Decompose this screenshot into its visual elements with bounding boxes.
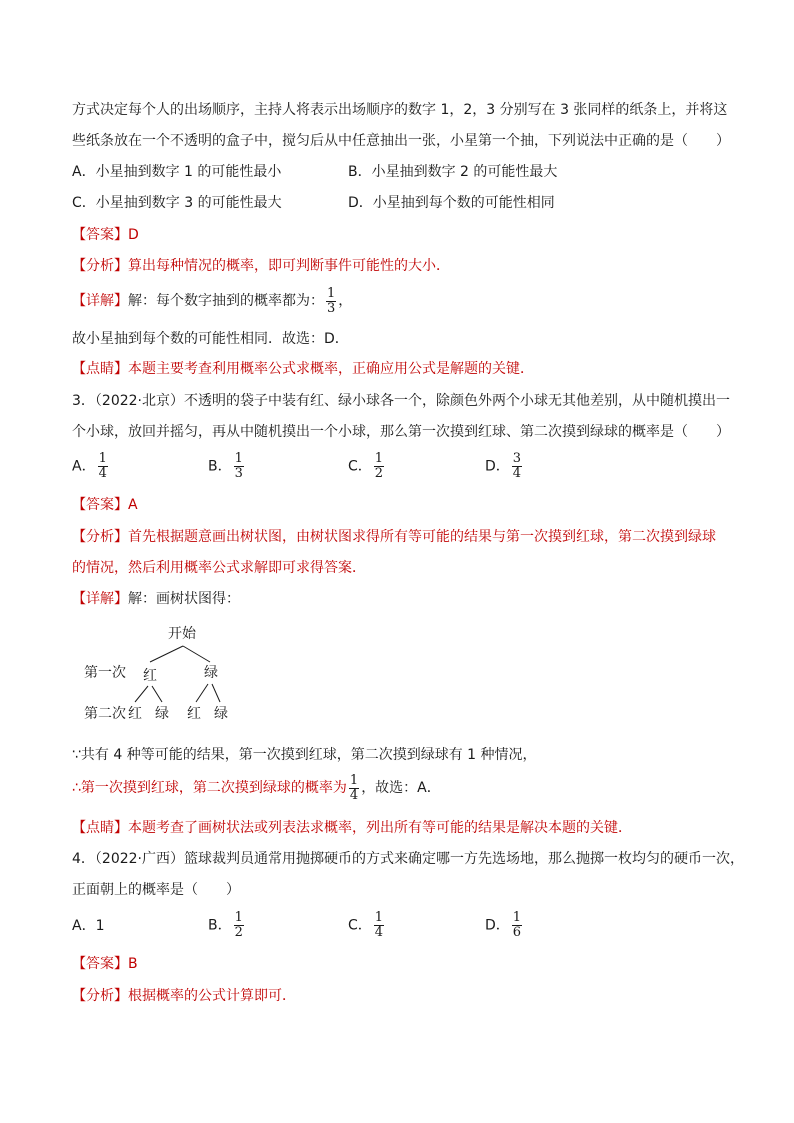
detail-text: 解：每个数字抽到的概率都为： (128, 293, 324, 309)
fraction-denominator: 4 (349, 787, 359, 803)
fraction-denominator: 2 (374, 466, 384, 481)
q2-comment (72, 359, 534, 379)
tree-diagram (80, 620, 260, 730)
option-label: A． (72, 458, 96, 475)
comment-tag: 【点睛】 (72, 361, 128, 377)
fraction-denominator: 4 (512, 466, 522, 481)
answer-value: D (128, 227, 139, 243)
tree-branch (150, 646, 183, 662)
fraction-numerator: 1 (327, 285, 336, 301)
tree-root-label: 开始 (168, 626, 196, 642)
q4-option-d (485, 911, 524, 940)
q2-stem-line-1: 方式决定每个人的出场顺序，主持人将表示出场顺序的数字 1，2，3 分别写在 3 张同样的纸条上，并将这 (72, 102, 728, 118)
tree-leaf-green: 绿 (155, 706, 169, 722)
fraction (349, 774, 359, 803)
detail-tag: 【详解】 (72, 591, 128, 607)
q3-answer (72, 495, 138, 515)
tree-node-red: 红 (143, 668, 157, 684)
therefore-text: ∴第一次摸到红球，第二次摸到绿球的概率为 (72, 780, 347, 796)
tree-branch (183, 646, 210, 662)
therefore-end: ，故选：A． (361, 780, 441, 796)
analysis-text: 首先根据题意画出树状图，由树状图求得所有等可能的结果与第一次摸到红球，第二次摸到绿球 (128, 529, 716, 545)
q3-stem-line-1: 3．（2022·北京）不透明的袋子中装有红、绿小球各一个，除颜色外两个小球无其他差别，从中随机摸出一 (72, 393, 730, 409)
tree-node-green: 绿 (204, 665, 218, 681)
answer-tag: 【答案】 (72, 956, 128, 972)
q2-option-c: C．小星抽到数字 3 的可能性最大 (72, 195, 282, 211)
fraction (98, 452, 108, 481)
q2-detail-line-2: 故小星抽到每个数的可能性相同．故选：D． (72, 331, 349, 347)
q2-option-d: D．小星抽到每个数的可能性相同 (348, 195, 555, 211)
fraction (512, 452, 522, 481)
fraction-denominator: 2 (234, 925, 243, 940)
q3-analysis-line-2: 的情况，然后利用概率公式求解即可求得答案． (72, 560, 366, 576)
tree-branch (196, 684, 208, 702)
fraction-numerator: 1 (234, 910, 243, 925)
fraction-denominator: 3 (234, 466, 243, 481)
q4-stem-line-1: 4．（2022·广西）篮球裁判员通常用抛掷硬币的方式来确定哪一方先选场地，那么抛掷一枚均匀的硬币一次， (72, 851, 744, 867)
option-label: B． (208, 917, 232, 934)
fraction-numerator: 1 (374, 451, 384, 466)
analysis-tag: 【分析】 (72, 258, 128, 274)
q3-option-a (72, 452, 110, 481)
fraction (374, 452, 384, 481)
q4-answer (72, 954, 138, 974)
tree-leaf-green: 绿 (214, 706, 228, 722)
fraction (512, 911, 522, 940)
q3-comment (72, 818, 632, 838)
fraction-denominator: 4 (374, 925, 384, 940)
analysis-text: 算出每种情况的概率，即可判断事件可能性的大小． (128, 258, 450, 274)
fraction (326, 287, 336, 316)
fraction-numerator: 1 (374, 910, 384, 925)
q2-option-b: B．小星抽到数字 2 的可能性最大 (348, 164, 558, 180)
tree-leaf-red: 红 (187, 706, 201, 722)
q2-answer (72, 225, 139, 245)
detail-text-end: ， (338, 293, 353, 309)
comment-text: 本题考查了画树状法或列表法求概率，列出所有等可能的结果是解决本题的关键． (128, 820, 632, 836)
q4-option-a: A．1 (72, 918, 105, 934)
fraction-numerator: 3 (512, 451, 522, 466)
tree-branch (152, 686, 162, 702)
tree-branch (135, 686, 148, 702)
q4-stem-line-2: 正面朝上的概率是（ ） (72, 882, 240, 898)
q3-option-d (485, 452, 524, 481)
q3-since-line: ∵共有 4 种等可能的结果，第一次摸到红球，第二次摸到绿球有 1 种情况， (72, 747, 537, 763)
fraction (234, 452, 244, 481)
q4-analysis (72, 986, 296, 1006)
q3-detail (72, 589, 240, 609)
analysis-text: 根据概率的公式计算即可． (128, 988, 296, 1004)
fraction (374, 911, 384, 940)
tree-leaf-red: 红 (128, 706, 142, 722)
option-label: C． (348, 458, 372, 475)
answer-tag: 【答案】 (72, 497, 128, 513)
fraction-numerator: 1 (349, 772, 359, 788)
q2-analysis (72, 256, 450, 276)
detail-tag: 【详解】 (72, 293, 128, 309)
q3-option-c (348, 452, 386, 481)
comment-text: 本题主要考查利用概率公式求概率，正确应用公式是解题的关键． (128, 361, 534, 377)
detail-text: 解：画树状图得： (128, 591, 240, 607)
answer-value: A (128, 497, 138, 513)
fraction-denominator: 3 (327, 300, 336, 316)
analysis-tag: 【分析】 (72, 529, 128, 545)
fraction-denominator: 6 (512, 925, 522, 940)
q2-detail-line-1 (72, 286, 352, 316)
tree-branch (212, 684, 220, 702)
comment-tag: 【点睛】 (72, 820, 128, 836)
option-label: B． (208, 458, 232, 475)
analysis-tag: 【分析】 (72, 988, 128, 1004)
q3-analysis-line-1 (72, 527, 716, 547)
fraction-numerator: 1 (512, 910, 522, 925)
q2-option-a: A．小星抽到数字 1 的可能性最小 (72, 164, 282, 180)
tree-level1-label: 第一次 (84, 665, 126, 681)
fraction (234, 911, 244, 940)
fraction-numerator: 1 (234, 451, 243, 466)
option-label: D． (485, 917, 510, 934)
q3-stem-line-2: 个小球，放回并摇匀，再从中随机摸出一个小球，那么第一次摸到红球、第二次摸到绿球的概率是（ ） (72, 424, 730, 440)
q3-therefore-line (72, 772, 441, 804)
answer-value: B (128, 956, 138, 972)
q2-stem-line-2: 些纸条放在一个不透明的盒子中，搅匀后从中任意抽出一张，小星第一个抽，下列说法中正确的是（ ） (72, 133, 730, 149)
option-label: C． (348, 917, 372, 934)
fraction-numerator: 1 (98, 451, 107, 466)
q4-option-c (348, 911, 386, 940)
q4-option-b (208, 911, 246, 940)
option-label: D． (485, 458, 510, 475)
answer-tag: 【答案】 (72, 227, 128, 243)
tree-level2-label: 第二次 (84, 706, 126, 722)
fraction-denominator: 4 (98, 466, 107, 481)
q3-option-b (208, 452, 246, 481)
